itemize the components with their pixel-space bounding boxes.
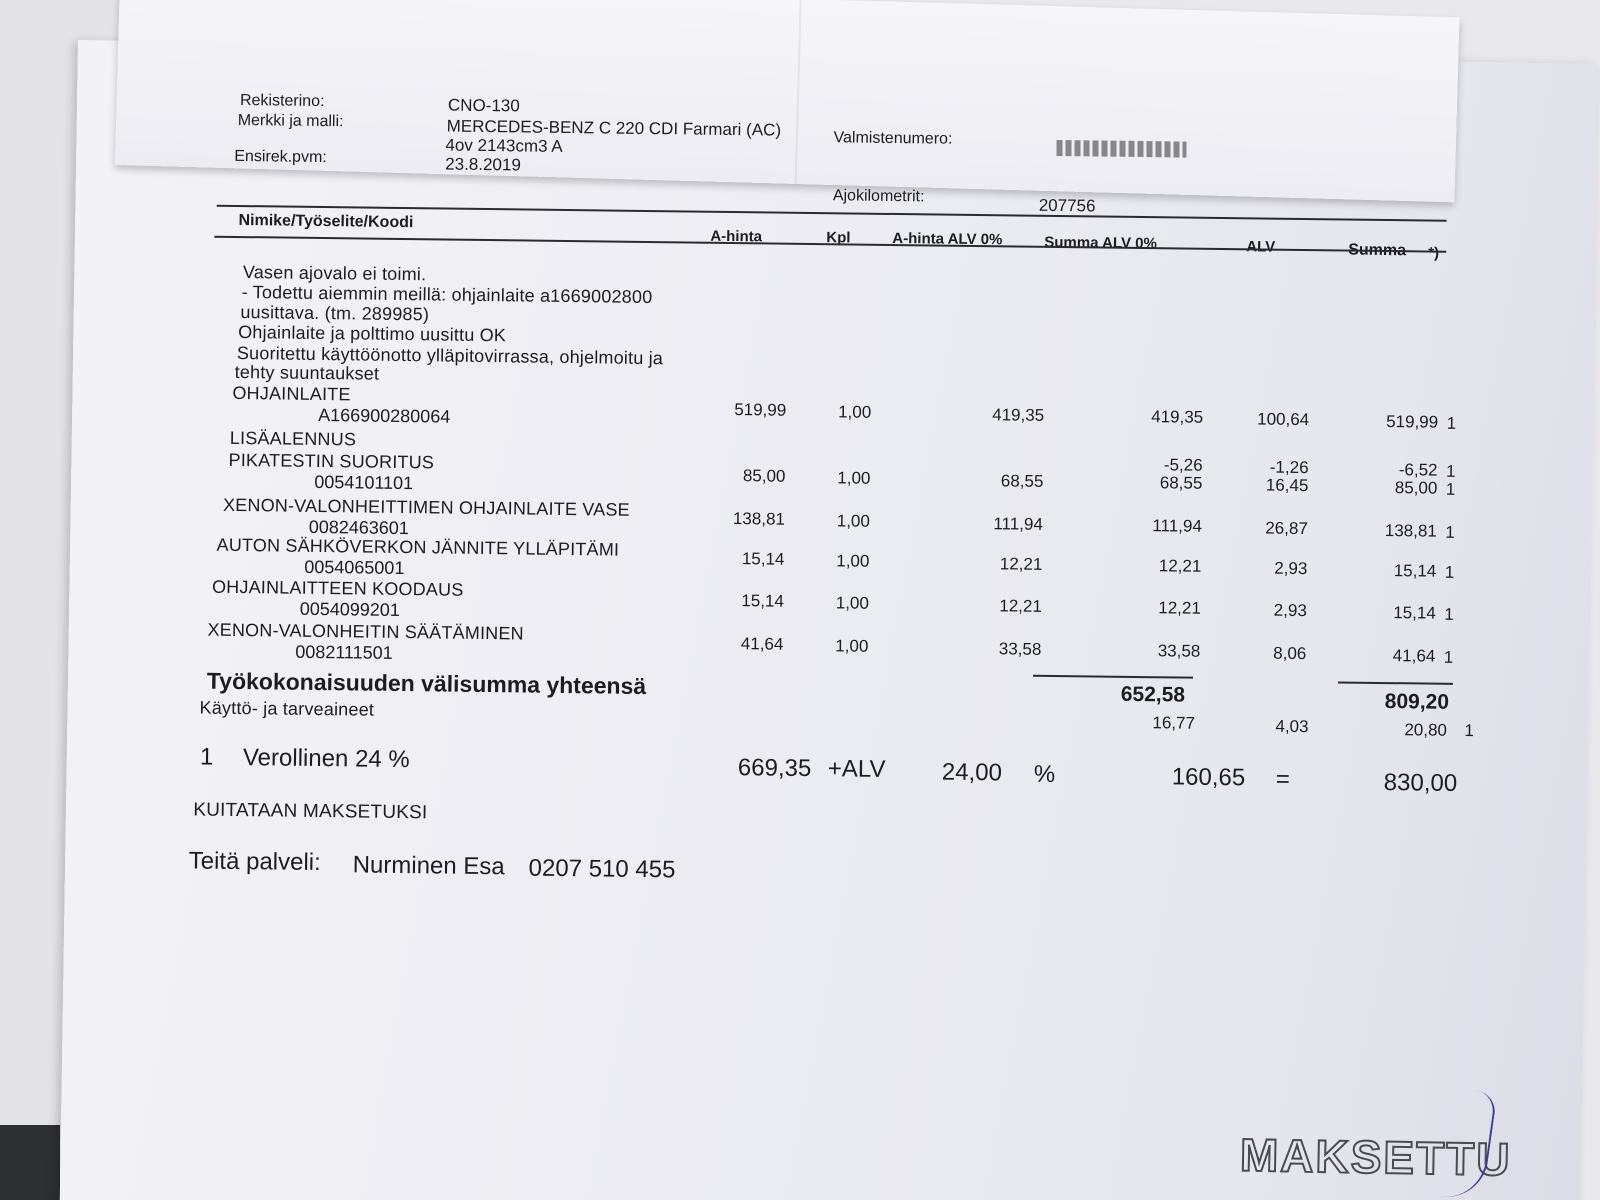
km-label: Ajokilometrit: (832, 187, 925, 206)
totals-net: 669,35 (737, 754, 812, 783)
line-item-sum: 138,81 (1384, 521, 1437, 541)
line-item-a-price: 15,14 (741, 549, 785, 569)
km-value: 207756 (1038, 195, 1096, 216)
materials-vat: 4,03 (1275, 716, 1309, 737)
line-item-name: PIKATESTIN SUORITUS (228, 449, 435, 473)
line-item-vat: 8,06 (1273, 643, 1307, 664)
line-item-vat: 100,64 (1257, 409, 1310, 430)
line-item-flag: 1 (1444, 562, 1455, 582)
subtotal-net: 652,58 (1120, 682, 1186, 707)
subtotal-rule-sum (1338, 681, 1453, 684)
line-item-a-price: 519,99 (734, 400, 787, 420)
line-item-name: OHJAINLAITTEEN KOODAUS (211, 576, 464, 600)
line-item-qty: 1,00 (835, 636, 869, 656)
subtotal-sum: 809,20 (1384, 690, 1450, 714)
paid-note: KUITATAAN MAKSETUKSI (193, 799, 428, 824)
description-line: Ohjainlaite ja polttimo uusittu OK (238, 321, 507, 346)
subtotal-rule-net (1033, 675, 1193, 679)
line-item-vat: 26,87 (1265, 518, 1308, 539)
line-item-flag: 1 (1446, 413, 1457, 433)
totals-plus-vat: +ALV (827, 755, 886, 783)
totals-equals: = (1275, 765, 1290, 793)
line-item-sum: 85,00 (1394, 478, 1438, 498)
line-item-qty: 1,00 (836, 511, 871, 531)
line-item-sum: -6,52 (1398, 460, 1438, 480)
materials-label: Käyttö- ja tarveaineet (199, 697, 375, 720)
serial-label: Valmistenumero: (833, 129, 953, 148)
line-item-flag: 1 (1444, 604, 1454, 624)
line-item-name: OHJAINLAITE (232, 382, 351, 405)
line-item-a-net: 68,55 (1000, 470, 1044, 491)
totals-total: 830,00 (1383, 769, 1458, 797)
col-sum-note: *) (1428, 244, 1440, 262)
served-phone: 0207 510 455 (528, 854, 676, 884)
line-item-sum-net: -5,26 (1163, 455, 1203, 476)
line-item-a-price: 15,14 (741, 591, 785, 611)
line-item-sum: 15,14 (1393, 603, 1436, 623)
description-line: - Todettu aiemmin meillä: ohjainlaite a1669002800 (241, 282, 653, 308)
line-item-code: 0054101101 (314, 471, 414, 494)
model-value-1: MERCEDES-BENZ C 220 CDI Farmari (AC) (446, 116, 782, 140)
description-line: uusittava. (tm. 289985) (240, 302, 430, 325)
line-item-flag: 1 (1443, 647, 1454, 667)
line-item-sum-net: 12,21 (1158, 598, 1201, 619)
line-item-sum: 41,64 (1392, 646, 1436, 666)
description-line: Suoritettu käyttöönotto ylläpitovirrassa, ohjelmoitu ja (236, 342, 664, 369)
line-item-sum-net: 33,58 (1157, 641, 1201, 662)
line-item-qty: 1,00 (838, 402, 872, 422)
line-item-sum-net: 111,94 (1152, 516, 1202, 537)
line-item-a-net: 33,58 (998, 638, 1042, 659)
description-line: tehty suuntaukset (234, 361, 380, 384)
totals-percent: % (1033, 760, 1056, 789)
line-item-vat: 2,93 (1274, 558, 1308, 579)
serial-value-obscured (1056, 140, 1186, 158)
line-item-sum-net: 12,21 (1158, 556, 1202, 577)
subtotal-label: Työkokonaisuuden välisumma yhteensä (206, 667, 647, 700)
line-item-sum-net: 68,55 (1159, 473, 1203, 494)
description-line: Vasen ajovalo ei toimi. (242, 262, 427, 285)
totals-vat: 160,65 (1171, 763, 1246, 792)
line-item-a-net: 419,35 (992, 404, 1045, 425)
materials-flag: 1 (1464, 721, 1474, 741)
line-item-name: LISÄALENNUS (229, 427, 357, 450)
line-item-a-net: 111,94 (993, 513, 1043, 534)
line-item-vat: -1,26 (1269, 457, 1309, 478)
line-item-flag: 1 (1445, 522, 1455, 542)
line-item-vat: 16,45 (1265, 475, 1309, 496)
line-item-a-price: 85,00 (742, 466, 786, 486)
totals-label: Verollinen 24 % (242, 744, 410, 774)
served-name: Nurminen Esa (352, 851, 505, 881)
line-item-flag: 1 (1445, 479, 1456, 499)
line-item-qty: 1,00 (837, 468, 871, 488)
reg-label: Rekisterino: (239, 92, 325, 111)
col-sum-net: Summa ALV 0% (1044, 233, 1157, 253)
line-item-code: A166900280064 (318, 404, 451, 427)
paid-stamp: MAKSETTU (1239, 1128, 1512, 1186)
line-item-sum: 519,99 (1386, 412, 1439, 432)
col-unit-price: A-hinta (710, 227, 763, 246)
reg-value: CNO-130 (447, 95, 520, 116)
col-vat: ALV (1246, 238, 1276, 256)
col-qty: Kpl (826, 229, 851, 247)
col-item: Nimike/Työselite/Koodi (238, 211, 414, 232)
line-item-code: 0082463601 (308, 516, 410, 539)
totals-rate: 24,00 (941, 758, 1003, 787)
line-item-a-price: 138,81 (732, 509, 786, 529)
line-item-code: 0054065001 (304, 556, 405, 579)
line-item-qty: 1,00 (836, 551, 870, 571)
line-item-sum: 15,14 (1393, 561, 1437, 581)
line-item-code: 0054099201 (299, 598, 401, 620)
totals-index: 1 (199, 743, 214, 771)
line-item-a-net: 12,21 (999, 553, 1043, 574)
line-item-name: AUTON SÄHKÖVERKON JÄNNITE YLLÄPITÄMI (216, 534, 620, 560)
model-value-2: 4ov 2143cm3 A (445, 135, 563, 156)
col-unit-price-net: A-hinta ALV 0% (892, 229, 1003, 249)
line-item-name: XENON-VALONHEITIN SÄÄTÄMINEN (207, 619, 524, 644)
first-reg-label: Ensirek.pvm: (234, 147, 327, 167)
model-label: Merkki ja malli: (237, 111, 344, 131)
line-item-a-price: 41,64 (740, 634, 784, 654)
line-item-code: 0082111501 (295, 641, 393, 663)
served-label: Teitä palveli: (188, 847, 321, 877)
materials-net: 16,77 (1152, 713, 1196, 733)
line-item-qty: 1,00 (835, 593, 870, 613)
line-item-name: XENON-VALONHEITTIMEN OHJAINLAITE VASE (222, 494, 630, 520)
line-item-vat: 2,93 (1273, 600, 1307, 621)
materials-sum: 20,80 (1404, 720, 1448, 740)
line-item-sum-net: 419,35 (1151, 407, 1204, 428)
line-item-flag: 1 (1445, 461, 1456, 481)
line-item-a-net: 12,21 (999, 595, 1042, 616)
first-reg-value: 23.8.2019 (445, 154, 521, 175)
